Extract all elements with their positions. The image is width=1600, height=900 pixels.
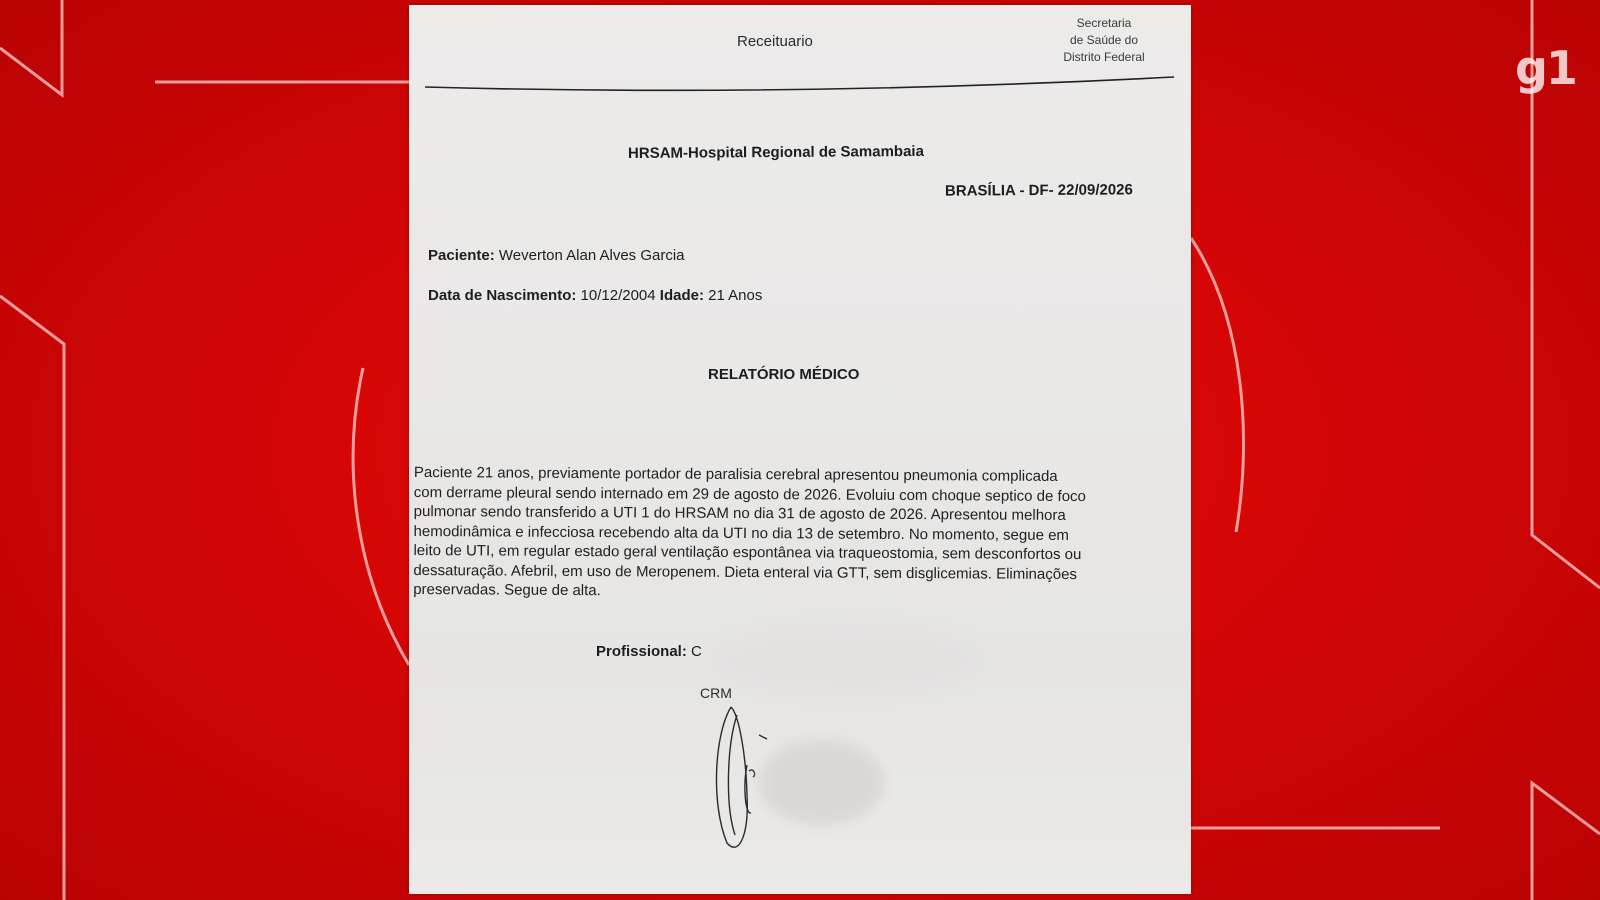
report-body-line: Paciente 21 anos, previamente portador de paralisia cerebral apresentou pneumonia complicada — [413, 463, 1058, 485]
header-title: Receituario — [737, 33, 813, 50]
report-body-line: pulmonar sendo transferido a UTI 1 do HRSAM no dia 31 de agosto de 2026. Apresentou melhora — [413, 502, 1066, 524]
hospital-name: HRSAM-Hospital Regional de Samambaia — [627, 142, 924, 163]
issuer-line: de Saúde do — [1069, 33, 1139, 47]
professional-line — [596, 643, 702, 660]
professional-label: Profissional: — [596, 643, 687, 660]
professional-name-partial: C — [691, 643, 702, 660]
report-body — [413, 463, 1174, 604]
age-label: Idade: — [659, 287, 704, 304]
redaction-blur-name — [714, 623, 984, 698]
birth-label: Data de Nascimento: — [428, 287, 577, 304]
patient-name: Weverton Alan Alves Garcia — [498, 247, 685, 264]
medical-report-document — [409, 5, 1191, 894]
g1-logo: g1 — [1515, 41, 1576, 95]
report-body-line: hemodinâmica e infecciosa recebendo alta da UTI no dia 13 de setembro. No momento, segue em — [413, 522, 1069, 544]
city-date: BRASÍLIA - DF- 22/09/2026 — [944, 181, 1133, 200]
header-divider — [409, 5, 1191, 105]
issuer-line: Secretaria — [1076, 16, 1132, 30]
redaction-blur-signature — [759, 740, 884, 825]
report-body-line: com derrame pleural sendo internado em 29 de agosto de 2026. Evoluiu com choque septico de foco — [413, 483, 1086, 505]
issuer-line: Distrito Federal — [1063, 50, 1145, 64]
report-body-line: preservadas. Segue de alta. — [413, 580, 601, 600]
patient-label: Paciente: — [428, 247, 495, 264]
age-value: 21 Anos — [708, 287, 763, 304]
patient-line — [428, 247, 685, 264]
birth-line — [428, 287, 762, 304]
report-body-line: dessaturação. Afebril, em uso de Meropenem. Dieta enteral via GTT, sem disglicemias. Eliminações — [413, 561, 1078, 583]
crm-partial: CRM — [700, 685, 732, 701]
birth-date: 10/12/2004 — [580, 287, 656, 304]
report-title: RELATÓRIO MÉDICO — [708, 366, 860, 383]
report-body-line: leito de UTI, em regular estado geral ventilação espontânea via traqueostomia, sem desconfortos ou — [413, 541, 1082, 564]
